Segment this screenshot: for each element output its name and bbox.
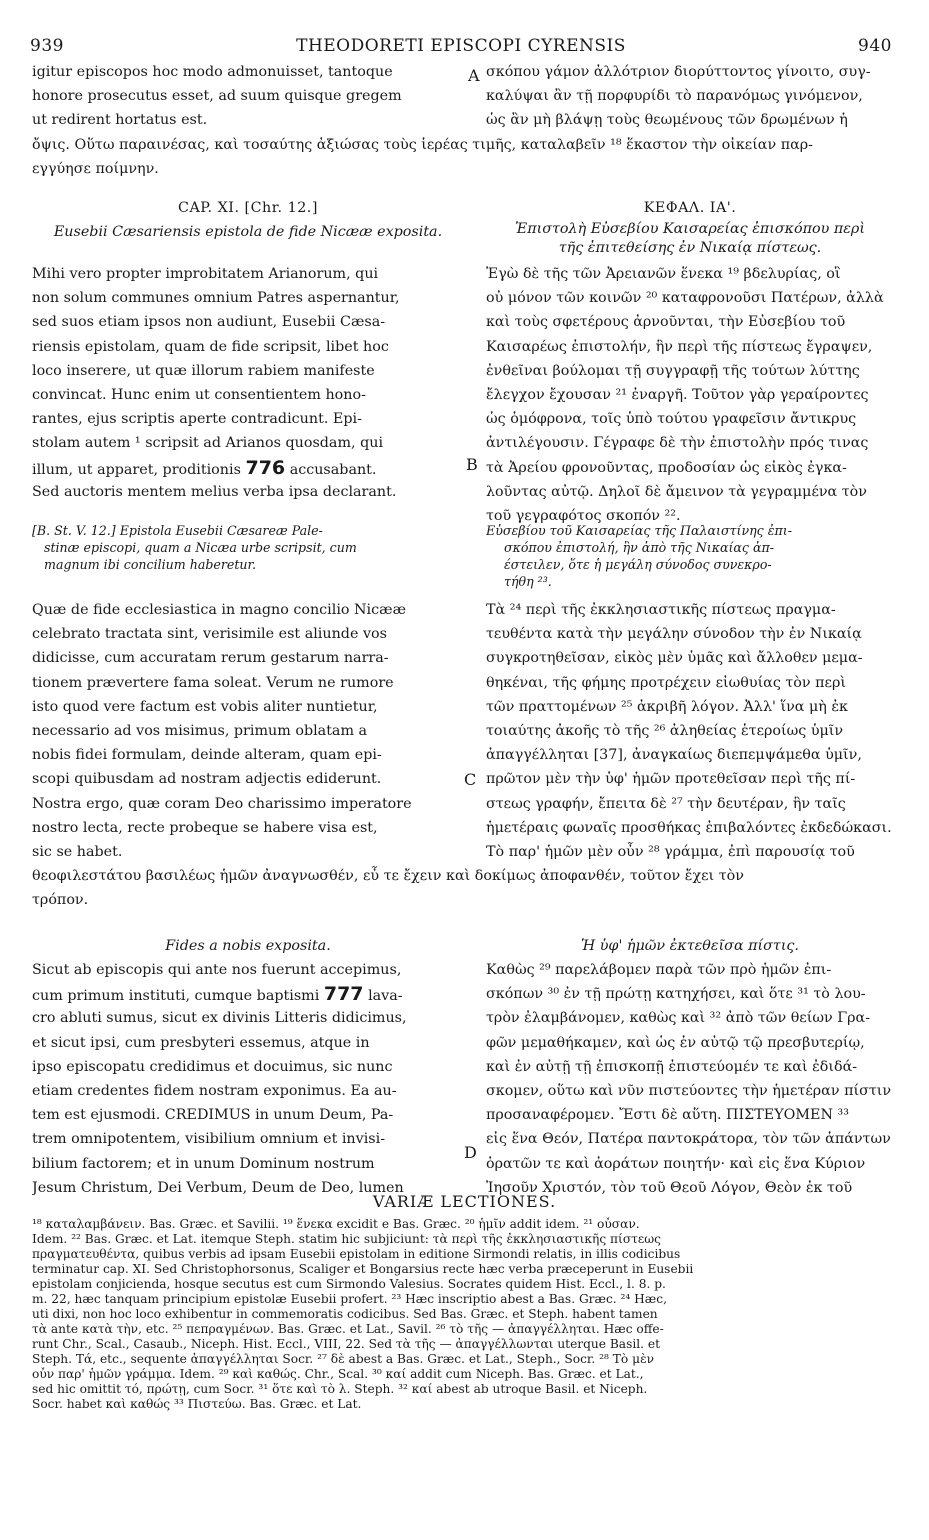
text-line: σκομεν, οὕτω καὶ νῦν πιστεύοντες τὴν ἡμετέραν πίστιν — [486, 1082, 892, 1099]
text-line: τήθη ²³. — [504, 574, 552, 589]
column-number-777: 777 — [323, 983, 364, 1006]
text-line: ἔλεγχον ἔχουσαν ²¹ ἐναργῆ. Τοῦτον γὰρ γεραίροντες — [486, 386, 869, 403]
text-line: Quæ de fide ecclesiastica in magno concilio Nicææ — [32, 602, 407, 618]
variae-lectiones-heading: VARIÆ LECTIONES. — [372, 1192, 557, 1211]
text-line: magnum ibi concilium haberetur. — [44, 557, 257, 572]
text-line: τῆς ἐπιτεθείσης ἐν Νικαίᾳ πίστεως. — [558, 240, 822, 256]
text-line: necessario ad vos misimus, primum oblatam a — [32, 722, 368, 739]
greek-fullwidth-top — [32, 133, 894, 181]
text-span: accusabant. — [289, 461, 377, 478]
text-line: loco inserere, ut quæ illorum rabiem manifeste — [32, 362, 375, 379]
text-line: Jesum Christum, Dei Verbum, Deum de Deo, lumen — [32, 1179, 404, 1196]
text-line — [32, 456, 464, 480]
text-line: ἀντιλέγουσιν. Γέγραφε δὲ τὴν ἐπιστολὴν πρός τινας — [486, 435, 869, 452]
note-line: uti dixi, non hoc loco exhibentur in commemoratis codicibus. Sed Bas. Græc. et Steph. habent tamen — [32, 1307, 658, 1321]
greek-paragraph-2 — [486, 598, 894, 864]
text-line: Τὸ παρ' ἡμῶν μὲν οὖν ²⁸ γράμμα, ἐπὶ παρουσίᾳ τοῦ — [486, 843, 855, 860]
text-line: προσαναφέρομεν. Ἔστι δὲ αὕτη. ΠΙΣΤΕΥΟΜΕΝ ³³ — [486, 1107, 849, 1124]
note-line: terminatur cap. XI. Sed Christophorsonus, Scaliger et Bongarsius recte hæc verba præceperunt in Eusebii — [32, 1262, 694, 1276]
text-line: φῶν μεμαθήκαμεν, καὶ ὡς ἐν αὐτῷ τῷ πρεσβυτερίῳ, — [486, 1034, 865, 1051]
text-line: isto quod vere factum est vobis aliter nuntietur, — [32, 698, 378, 715]
text-line: trem omnipotentem, visibilium omnium et invisi- — [32, 1131, 386, 1148]
subtitle-greek — [486, 220, 894, 258]
subtitle-latin: Eusebii Cæsariensis epistola de fide Nicææ exposita. — [53, 224, 443, 240]
text-line: καλύψαι ἂν τῇ πορφυρίδι τὸ παρανόμως γινόμενον, — [486, 88, 863, 105]
margin-marker-d: D — [464, 1143, 477, 1162]
text-line: stolam autem ¹ scripsit ad Arianos quosdam, qui — [32, 435, 384, 452]
text-line: etiam credentes fidem nostram exponimus. Ea au- — [32, 1082, 397, 1099]
greek-paragraph-3 — [486, 958, 894, 1200]
latin-top-text — [32, 60, 464, 133]
column-number-776: 776 — [245, 456, 286, 479]
note-line: οὖν παρ' ἡμῶν γράμμα. Idem. ²⁹ καὶ καθώς. Chr., Scal. ³⁰ καί addit cum Niceph. Bas. Græc. et Lat., — [32, 1367, 644, 1381]
text-line: καὶ ἐν αὐτῇ τῇ ἐπισκοπῇ ἐπιστεύομέν τε καὶ ἐδιδά- — [486, 1058, 858, 1075]
text-line: ὡς ὁμόφρονα, τοῖς ὑπὸ τούτου γραφεῖσιν ἄντικρυς — [486, 411, 857, 428]
text-line: σκόπων ³⁰ ἐν τῇ πρώτῃ κατηχήσει, καὶ ὅτε ³¹ τὸ λου- — [486, 986, 866, 1003]
text-line: Sicut ab episcopis qui ante nos fuerunt accepimus, — [32, 962, 402, 978]
text-span: illum, ut apparet, proditionis — [32, 461, 241, 478]
text-line — [32, 982, 464, 1006]
text-line: εἰς ἕνα Θεόν, Πατέρα παντοκράτορα, τὸν τῶν ἁπάντων — [486, 1131, 891, 1148]
text-line: non solum communes omnium Patres aspernantur, — [32, 290, 400, 307]
chapter-heading-greek: ΚΕΦΑΛ. ΙΑ'. — [643, 200, 737, 216]
text-line: Ἐπιστολὴ Εὐσεβίου Καισαρείας ἐπισκόπου περὶ — [515, 221, 865, 237]
text-line: ἀπαγγέλληται [37], ἀναγκαίως διεπεμψάμεθα ὑμῖν, — [486, 747, 862, 764]
text-line: Τὰ ²⁴ περὶ τῆς ἐκκλησιαστικῆς πίστεως πραγμα- — [486, 602, 836, 618]
note-line: epistolam conjicienda, hosque secutus est cum Sirmondo Valesius. Socrates quidem Hist. Eccl., l. 8. p. — [32, 1277, 666, 1291]
text-line: tem est ejusmodi. CREDIMUS in unum Deum, Pa- — [32, 1107, 394, 1124]
text-span: cum primum instituti, cumque baptismi — [32, 988, 320, 1005]
note-line: Idem. ²² Bas. Græc. et Lat. itemque Steph. statim hic subjiciunt: τὰ περὶ τῆς ἐκκλησιαστικῆς πίστεως — [32, 1232, 661, 1246]
text-line: εγγύησε ποίμνην. — [32, 161, 159, 178]
text-line: didicisse, cum accuratam rerum gestarum narra- — [32, 650, 389, 667]
text-line: τρόπον. — [32, 892, 89, 909]
text-line: sic se habet. — [32, 843, 123, 860]
note-line: Socr. habet καὶ καθώς ³³ Πιστεύω. Bas. Græc. et Lat. — [32, 1397, 362, 1411]
text-line: [B. St. V. 12.] Epistola Eusebii Cæsareæ Pale- — [32, 523, 323, 538]
chapter-heading-latin: CAP. XI. [Chr. 12.] — [178, 200, 318, 216]
text-line: rantes, ejus scriptis aperte contradicunt. Epi- — [32, 411, 362, 428]
note-line: sed hic omittit τό, πρώτῃ, cum Socr. ³¹ ὅτε καὶ τὸ λ. Steph. ³² καί abest ab utroque Basil. et Niceph. — [32, 1382, 648, 1396]
greek-top-text — [486, 60, 894, 133]
text-line: convincat. Hunc enim ut consentientem hono- — [32, 386, 366, 403]
subtitle-greek-pistis: Ἡ ὑφ' ἡμῶν ἐκτεθεῖσα πίστις. — [581, 938, 799, 954]
text-line: πρῶτον μὲν τὴν ὑφ' ἡμῶν προτεθεῖσαν περὶ τῆς πί- — [486, 771, 856, 788]
running-title: THEODORETI EPISCOPI CYRENSIS — [296, 36, 626, 56]
text-line: nobis fidei formulam, deinde alteram, quam epi- — [32, 747, 382, 764]
text-line: cro abluti sumus, sicut ex divinis Litteris didicimus, — [32, 1010, 407, 1027]
text-line: ὡς ἂν μὴ βλάψῃ τοὺς θεωμένους τῶν δρωμένων ἡ — [486, 112, 848, 129]
text-line: Ἰησοῦν Χριστόν, τὸν τοῦ Θεοῦ Λόγον, Θεὸν ἐκ τοῦ — [486, 1179, 853, 1196]
text-line: honore prosecutus esset, ad suum quisque gregem — [32, 88, 402, 105]
text-line: θεοφιλεστάτου βασιλέως ἡμῶν ἀναγνωσθέν, εὖ τε ἔχειν καὶ δοκίμως ἀποφανθέν, τοῦτον ἔχει τὸν — [32, 868, 744, 884]
note-line: τὰ ante κατὰ τὴν, etc. ²⁵ πεπραγμένων. Bas. Græc. et Lat., Savil. ²⁶ τὸ τῆς — ἀπαγγέλληται. Hæc offe- — [32, 1322, 664, 1336]
text-line: Καισαρέως ἐπιστολήν, ἣν περὶ τῆς πίστεως ἔγραψεν, — [486, 338, 873, 355]
margin-marker-c: C — [464, 770, 477, 789]
text-line: ὄψις. Οὕτω παραινέσας, καὶ τοσαύτης ἀξιώσας τοὺς ἱερέας τιμῆς, καταλαβεῖν ¹⁸ ἕκαστον τὴν οἰκείαν παρ- — [32, 137, 813, 153]
text-line: tionem prævertere fama soleat. Verum ne rumore — [32, 674, 394, 691]
text-line: τευθέντα κατὰ τὴν μεγάλην σύνοδον τὴν ἐν Νικαίᾳ — [486, 626, 862, 643]
latin-paragraph-3 — [32, 958, 464, 1200]
epistle-title-greek — [486, 522, 894, 590]
text-line: τοῦ γεγραφότος σκοπόν ²². — [486, 507, 681, 524]
text-line: ipso episcopatu credidimus et docuimus, sic nunc — [32, 1058, 393, 1075]
text-line: θηκέναι, τῆς φήμης προτρέχειν εἰωθυίας τὸν περὶ — [486, 674, 846, 691]
text-line: celebrato tractata sint, verisimile est aliunde vos — [32, 626, 387, 643]
margin-marker-b: B — [466, 455, 478, 474]
note-line: πραγματευθέντα, quibus verbis ad ipsam Eusebii epistolam in editione Sirmondi relatis, in illis codicibus — [32, 1247, 681, 1261]
text-line: bilium factorem; et in unum Dominum nostrum — [32, 1155, 375, 1172]
note-line: Steph. Τά, etc., sequente ἀπαγγέλληται Socr. ²⁷ δὲ abest a Bas. Græc. et Lat., Steph., Socr. ²⁸ Τὸ μὲν — [32, 1352, 655, 1366]
text-line: stinæ episcopi, quam a Nicæa urbe scripsit, cum — [44, 540, 357, 555]
text-line: igitur episcopos hoc modo admonuisset, tantoque — [32, 64, 393, 80]
epistle-title-latin — [32, 522, 464, 573]
greek-fullwidth-mid — [32, 864, 894, 912]
page-number-left: 939 — [30, 36, 64, 56]
latin-paragraph-1 — [32, 262, 464, 504]
text-line: Sed auctoris mentem melius verba ipsa declarant. — [32, 483, 397, 500]
text-line: σκόπου ἐπιστολή, ἣν ἀπὸ τῆς Νικαίας ἀπ- — [504, 540, 775, 555]
text-line: ἡμετέραις φωναῖς προσθήκας ἐπιβαλόντες ἐκδεδώκασι. — [486, 819, 892, 836]
text-line: et sicut ipsi, cum presbyteri essemus, atque in — [32, 1034, 370, 1051]
text-line: Εὐσεβίου τοῦ Καισαρείας τῆς Παλαιστίνης ἐπι- — [486, 523, 792, 538]
text-line: σκόπου γάμον ἀλλότριον διορύττοντος γίνοιτο, συγ- — [486, 64, 871, 80]
note-line: runt Chr., Scal., Casaub., Niceph. Hist. Eccl., VIII, 22. Sed τὰ τῆς — ἀπαγγέλλωνται uterque Basil. et — [32, 1337, 660, 1351]
text-line: riensis epistolam, quam de fide scripsit, libet hoc — [32, 338, 389, 355]
text-line: nostro lecta, recte probeque se habere visa est, — [32, 819, 378, 836]
text-line: Ἐγὼ δὲ τῆς τῶν Ἀρειανῶν ἕνεκα ¹⁹ βδελυρίας, οἳ — [486, 266, 841, 282]
variae-lectiones-notes — [32, 1217, 894, 1412]
text-line: στεως γραφήν, ἔπειτα δὲ ²⁷ τὴν δευτέραν, ἣν ταῖς — [486, 795, 846, 812]
text-line: λοῦντας αὐτῷ. Δηλοῖ δὲ ἄμεινον τὰ γεγραμμένα τὸν — [486, 483, 867, 500]
greek-paragraph-1 — [486, 262, 894, 528]
text-line: ὁρατῶν τε καὶ ἀοράτων ποιητήν· καὶ εἰς ἕνα Κύριον — [486, 1155, 866, 1172]
note-line: m. 22, hæc tanquam principium epistolæ Eusebii profert. ²³ Hæc inscriptio abest a Bas. Græc. ²⁴ Hæc, — [32, 1292, 667, 1306]
text-line: scopi quibusdam ad nostram adjectis ediderunt. — [32, 771, 382, 788]
text-line: ἐνθεῖναι βούλομαι τῇ συγγραφῇ τῆς τούτων λύττης — [486, 362, 860, 379]
text-span: lava- — [368, 988, 403, 1005]
text-line: καὶ τοὺς σφετέρους ἀρνοῦνται, τὴν Εὐσεβίου τοῦ — [486, 314, 846, 331]
text-line: τρὸν ἐλαμβάνομεν, καθὼς καὶ ³² ἀπὸ τῶν θείων Γρα- — [486, 1010, 871, 1027]
text-line: sed suos etiam ipsos non audiunt, Eusebii Cæsa- — [32, 314, 386, 331]
latin-paragraph-2 — [32, 598, 464, 864]
note-line: ¹⁸ καταλαμβάνειν. Bas. Græc. et Savilii. ¹⁹ ἕνεκα excidit e Bas. Græc. ²⁰ ἡμῖν addit idem. ²¹ οὖσαν. — [32, 1217, 640, 1231]
text-line: τῶν πραττομένων ²⁵ ἀκριβῆ λόγον. Ἀλλ' ἵνα μὴ ἐκ — [486, 698, 848, 715]
running-header — [30, 36, 892, 58]
text-line: Nostra ergo, quæ coram Deo charissimo imperatore — [32, 795, 412, 812]
subtitle-latin-fides: Fides a nobis exposita. — [165, 938, 331, 954]
text-line: ut redirent hortatus est. — [32, 112, 208, 129]
text-line: τοιαύτης ἀκοῆς τὸ τῆς ²⁶ ἀληθείας ἑτεροίως ὑμῖν — [486, 722, 844, 739]
margin-marker-a: A — [468, 66, 480, 85]
page-number-right: 940 — [858, 36, 892, 56]
text-line: Mihi vero propter improbitatem Arianorum, qui — [32, 266, 379, 282]
text-line: οὐ μόνον τῶν κοινῶν ²⁰ καταφρονοῦσι Πατέρων, ἀλλὰ — [486, 290, 884, 307]
text-line: συγκροτηθεῖσαν, εἰκὸς μὲν ὑμᾶς καὶ ἄλλοθεν μεμα- — [486, 650, 863, 667]
text-line: έστειλεν, ὅτε ἡ μεγάλη σύνοδος συνεκρο- — [504, 557, 772, 572]
text-line: Καθὼς ²⁹ παρελάβομεν παρὰ τῶν πρὸ ἡμῶν ἐπι- — [486, 962, 832, 978]
text-line: τὰ Ἀρείου φρονοῦντας, προδοσίαν ὡς εἰκὸς ἐγκα- — [486, 459, 847, 476]
